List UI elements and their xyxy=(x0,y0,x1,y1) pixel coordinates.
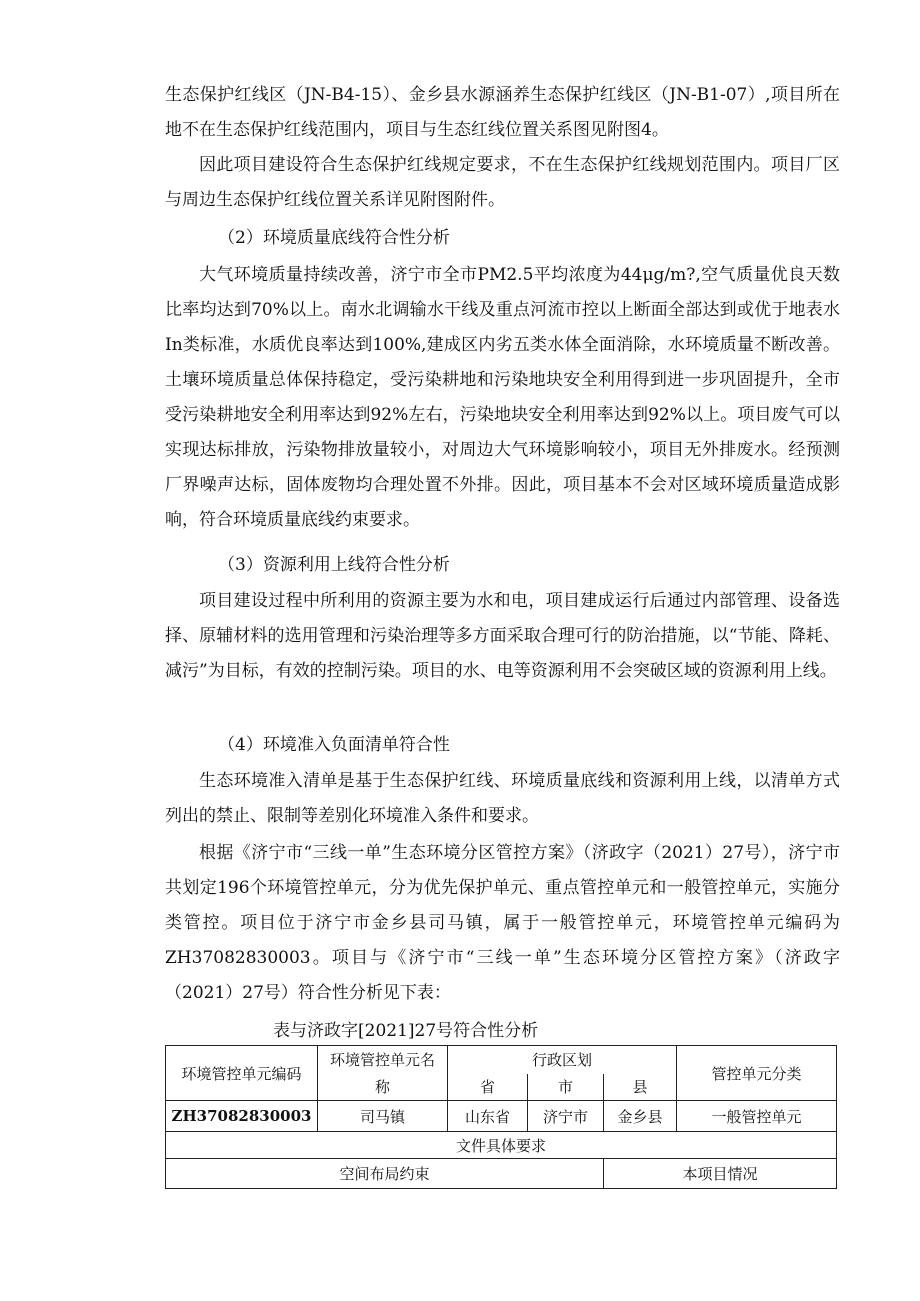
header-city: 市 xyxy=(528,1074,604,1101)
table-header-row-1 xyxy=(166,1046,837,1074)
cell-city: 济宁市 xyxy=(528,1101,604,1132)
heading-environment-quality: （2）环境质量底线符合性分析 xyxy=(218,228,450,248)
table-row xyxy=(166,1101,837,1132)
header-province: 省 xyxy=(448,1074,528,1101)
header-county: 县 xyxy=(604,1074,677,1101)
cell-category: 一般管控单元 xyxy=(677,1101,837,1132)
paragraph-negative-list: 生态环境准入清单是基于生态保护红线、环境质量底线和资源利用上线，以清单方式列出的禁止、限制等差别化环境准入条件和要求。 xyxy=(165,771,840,826)
paragraph-jining-plan: 根据《济宁市“三线一单”生态环境分区管控方案》（济政字（2021）27号），济宁市共划定196个环境管控单元，分为优先保护单元、重点管控单元和一般管控单元，实施分类管控。项目位于济宁市金乡县司马镇，属于一般管控单元，环境管控单元编码为ZH37082830003。项目与《济宁市“三线一单”生态环境分区管控方案》（济政字（2021）27号）符合性分析见下表： xyxy=(165,843,840,1003)
header-region: 行政区划 xyxy=(448,1046,677,1074)
cell-name: 司马镇 xyxy=(318,1101,448,1132)
header-name-line1: 环境管控单元名 xyxy=(318,1046,448,1074)
table-spatial-row xyxy=(166,1159,837,1189)
table-caption: 表与济政字[2021]27号符合性分析 xyxy=(273,1021,539,1041)
table-requirements-row xyxy=(166,1132,837,1159)
header-category: 管控单元分类 xyxy=(677,1046,837,1101)
heading-negative-list: （4）环境准入负面清单符合性 xyxy=(218,735,450,755)
header-code: 环境管控单元编码 xyxy=(166,1046,318,1101)
cell-code: ZH37082830003 xyxy=(166,1101,318,1132)
paragraph-environment-quality: 大气环境质量持续改善，济宁市全市PM2.5平均浓度为44μg/m?,空气质量优良天数比率均达到70%以上。南水北调输水干线及重点河流市控以上断面全部达到或优于地表水In类标准，水质优良率达到100%,建成区内劣五类水体全面消除，水环境质量不断改善。土壤环境质量总体保持稳定，受污染耕地和污染地块安全利用得到进一步巩固提升，全市受污染耕地安全利用率达到92%左右，污染地块安全利用率达到92%以上。项目废气可以实现达标排放，污染物排放量较小，对周边大气环境影响较小，项目无外排废水。经预测厂界噪声达标，固体废物均合理处置不外排。因此，项目基本不会对区域环境质量造成影响，符合环境质量底线约束要求。 xyxy=(165,265,840,530)
paragraph-resource-limit: 项目建设过程中所利用的资源主要为水和电，项目建成运行后通过内部管理、设备选择、原辅材料的选用管理和污染治理等多方面采取合理可行的防治措施，以“节能、降耗、减污”为目标，有效的控制污染。项目的水、电等资源利用不会突破区域的资源利用上线。 xyxy=(165,591,840,681)
spatial-layout-label: 空间布局约束 xyxy=(166,1159,604,1189)
heading-resource-limit: （3）资源利用上线符合性分析 xyxy=(218,555,450,575)
paragraph-ecology-redline: 生态保护红线区（JN-B4-15）、金乡县水源涵养生态保护红线区（JN-B1-07）,项目所在地不在生态保护红线范围内，项目与生态红线位置关系图见附图4。 xyxy=(165,85,840,140)
header-name-line2: 称 xyxy=(318,1074,448,1101)
cell-county: 金乡县 xyxy=(604,1101,677,1132)
paragraph-redline-conclusion: 因此项目建设符合生态保护红线规定要求，不在生态保护红线规划范围内。项目厂区与周边生态保护红线位置关系详见附图附件。 xyxy=(165,155,840,210)
requirements-label: 文件具体要求 xyxy=(166,1132,837,1159)
control-unit-table xyxy=(165,1045,837,1189)
cell-province: 山东省 xyxy=(448,1101,528,1132)
project-situation-label: 本项目情况 xyxy=(604,1159,837,1189)
